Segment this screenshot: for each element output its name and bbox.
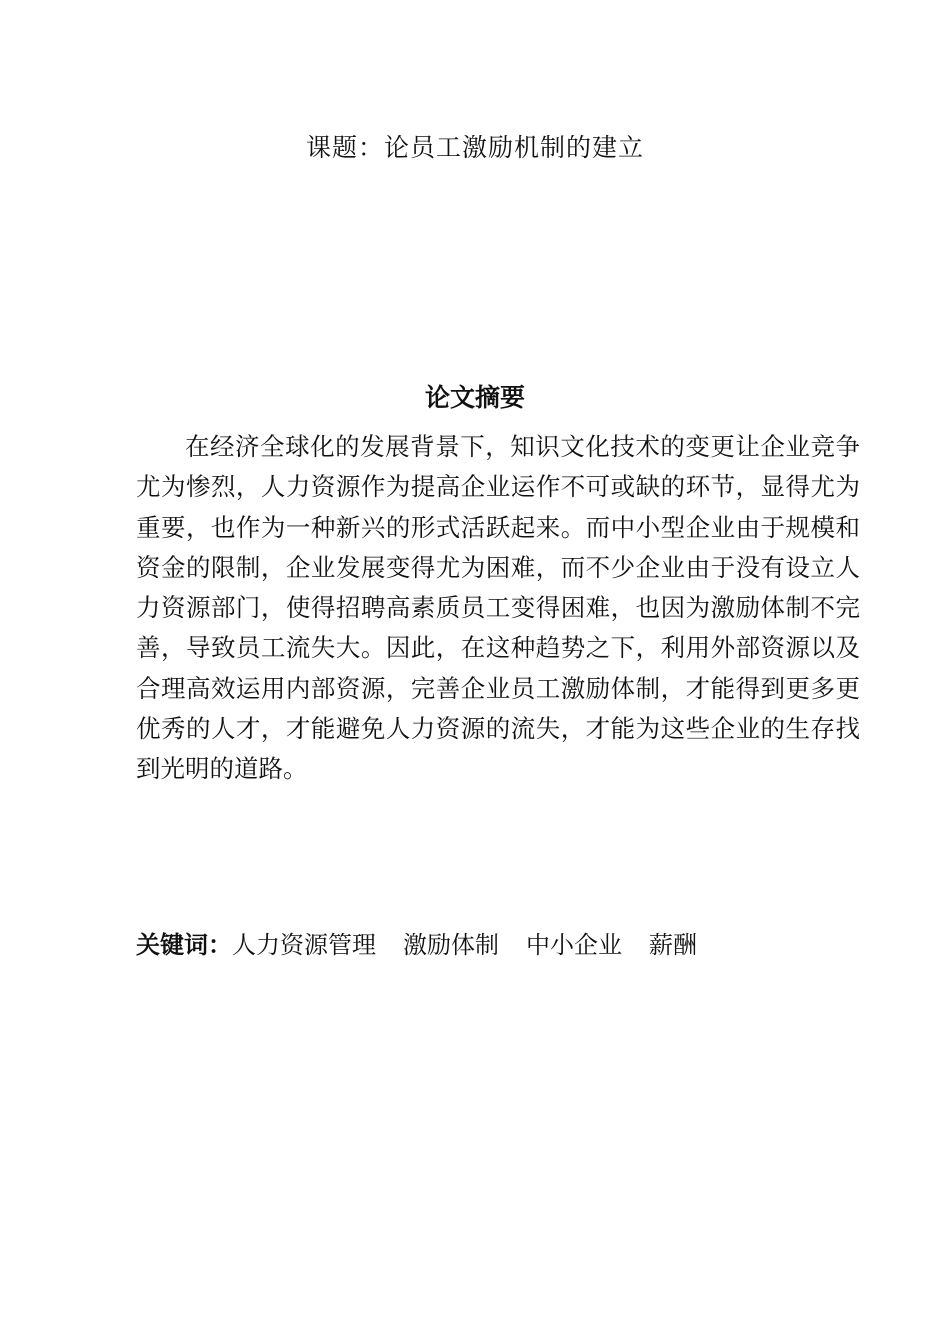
- document-title: 课题：论员工激励机制的建立: [305, 133, 644, 162]
- abstract-heading: 论文摘要: [424, 383, 525, 412]
- keywords-label: 关键词：: [136, 930, 232, 959]
- keyword-item: 人力资源管理: [232, 931, 376, 959]
- keyword-item: 激励体制: [403, 931, 499, 959]
- keywords-line: [136, 925, 724, 965]
- keyword-item: 中小企业: [526, 931, 622, 959]
- keyword-item: 薪酬: [649, 931, 697, 959]
- abstract-paragraph: 在经济全球化的发展背景下，知识文化技术的变更让企业竞争尤为惨烈，人力资源作为提高企业运作不可或缺的环节，显得尤为重要，也作为一种新兴的形式活跃起来。而中小型企业由于规模和资金的限制，企业发展变得尤为困难，而不少企业由于没有设立人力资源部门，使得招聘高素质员工变得困难，也因为激励体制不完善，导致员工流失大。因此，在这种趋势之下，利用外部资源以及合理高效运用内部资源，完善企业员工激励体制，才能得到更多更优秀的人才，才能避免人力资源的流失，才能为这些企业的生存找到光明的道路。: [136, 432, 860, 784]
